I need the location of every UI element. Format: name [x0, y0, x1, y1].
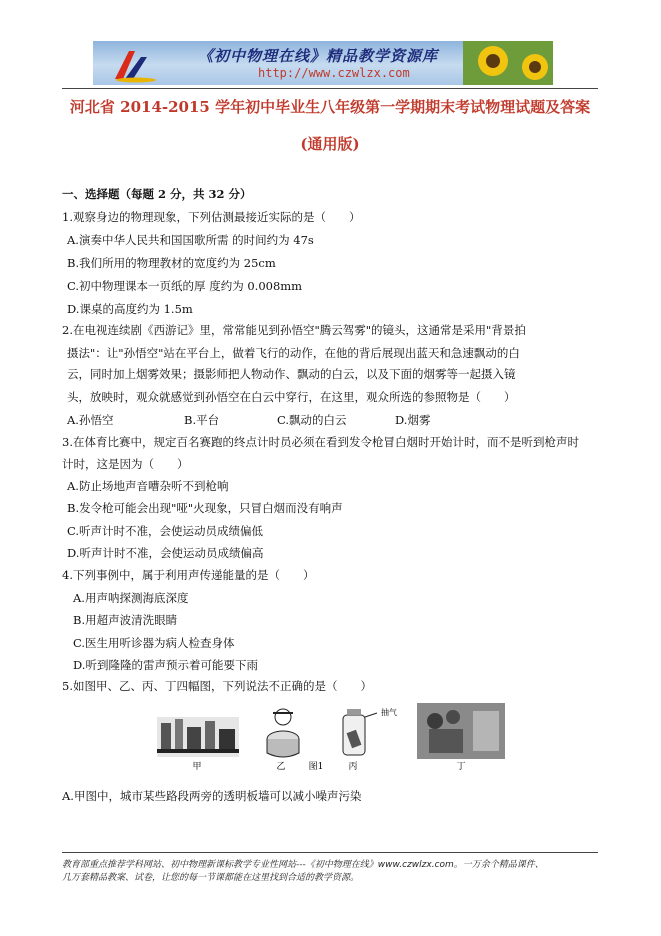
q2-option-c: C.飘动的白云	[277, 413, 347, 427]
q5-figure	[155, 703, 505, 773]
q2-line-3: 云，同时加上烟雾效果；摄影师把人物动作、飘动的白云，以及下面的烟雾等一起摄入镜	[67, 367, 516, 381]
document-subtitle: (通用版)	[300, 135, 360, 153]
q2-line-4: 头，放映时，观众就感觉到孙悟空在白云中穿行，在这里，观众所选的参照物是（ ）	[67, 390, 516, 404]
q5-figure-art	[155, 703, 505, 773]
page-footer	[62, 859, 602, 885]
figure-label-ding: 丁	[456, 762, 466, 772]
figure-label-jia: 甲	[192, 762, 202, 772]
q2-line-2: 摄法"：让"孙悟空"站在平台上，做着飞行的动作，在他的背后展现出蓝天和急速飘动的白	[67, 346, 520, 360]
figure-label-yi: 乙	[276, 762, 286, 772]
q2-option-a: A.孙悟空	[67, 413, 114, 427]
q3-option-c: C.听声计时不准，会使运动员成绩偏低	[67, 524, 264, 538]
figure-label-bing: 丙	[348, 762, 358, 772]
q4-option-b: B.用超声波清洗眼睛	[73, 613, 178, 627]
q5-option-a: A.甲图中，城市某些路段两旁的透明板墙可以减小噪声污染	[62, 789, 362, 803]
q3-option-b: B.发令枪可能会出现"哑"火现象，只冒白烟而没有响声	[67, 501, 343, 515]
q2-line-1: 2.在电视连续剧《西游记》里，常常能见到孙悟空"腾云驾雾"的镜头，这通常是采用"背景拍	[62, 323, 526, 337]
q5-stem: 5.如图甲、乙、丙、丁四幅图，下列说法不正确的是（ ）	[62, 679, 372, 693]
q4-stem: 4.下列事例中，属于利用声传递能量的是（ ）	[62, 568, 315, 582]
q1-option-c: C.初中物理课本一页纸的厚 度约为 0.008mm	[67, 279, 303, 293]
figure-label-caption: 图1	[308, 762, 324, 772]
q3-option-d: D.听声计时不准，会使运动员成绩偏高	[67, 546, 264, 560]
q1-stem: 1.观察身边的物理现象，下列估测最接近实际的是（ ）	[62, 210, 361, 224]
footer-line-1: 教育部重点推荐学科网站、初中物理新课标教学专业性网站---《初中物理在线》www.czwlzx.com。一万余个精品课件、	[62, 860, 544, 870]
figure-bing-image	[343, 709, 377, 755]
figure-ding-image	[417, 703, 505, 759]
q3-option-a: A.防止场地声音嘈杂听不到枪响	[67, 479, 229, 493]
header-banner	[93, 41, 553, 85]
figure-note-pump: 抽气	[381, 708, 397, 717]
q3-line-2: 计时，这是因为（ ）	[62, 457, 189, 471]
q4-option-d: D.听到隆隆的雷声预示着可能要下雨	[73, 658, 258, 672]
footer-rule	[62, 852, 598, 853]
q2-option-d: D.烟雾	[395, 413, 431, 427]
banner-title: 《初中物理在线》精品教学资源库	[198, 47, 439, 65]
document-title: 河北省 2014-2015 学年初中毕业生八年级第一学期期末考试物理试题及答案	[69, 98, 591, 116]
header-rule	[62, 88, 598, 89]
q4-option-a: A.用声呐探测海底深度	[73, 591, 189, 605]
section-heading: 一、选择题（每题 2 分，共 32 分）	[62, 187, 252, 201]
figure-yi-image	[267, 709, 299, 757]
q1-option-a: A.演奏中华人民共和国国歌所需 的时间约为 47s	[67, 233, 314, 247]
figure-jia-image	[157, 717, 239, 757]
q1-option-b: B.我们所用的物理教材的宽度约为 25cm	[67, 256, 276, 270]
footer-line-2: 几万套精品教案、试卷，让您的每一节课都能在这里找到合适的教学资源。	[62, 873, 360, 883]
q2-option-b: B.平台	[184, 413, 220, 427]
banner-url[interactable]: http://www.czwlzx.com	[258, 66, 410, 80]
site-logo-icon	[111, 47, 157, 83]
q1-option-d: D.课桌的高度约为 1.5m	[67, 302, 193, 316]
q3-line-1: 3.在体育比赛中，规定百名赛跑的终点计时员必须在看到发令枪冒白烟时开始计时，而不是听到枪声时	[62, 435, 579, 449]
q4-option-c: C.医生用听诊器为病人检查身体	[73, 636, 235, 650]
sunflower-icon	[463, 41, 553, 85]
